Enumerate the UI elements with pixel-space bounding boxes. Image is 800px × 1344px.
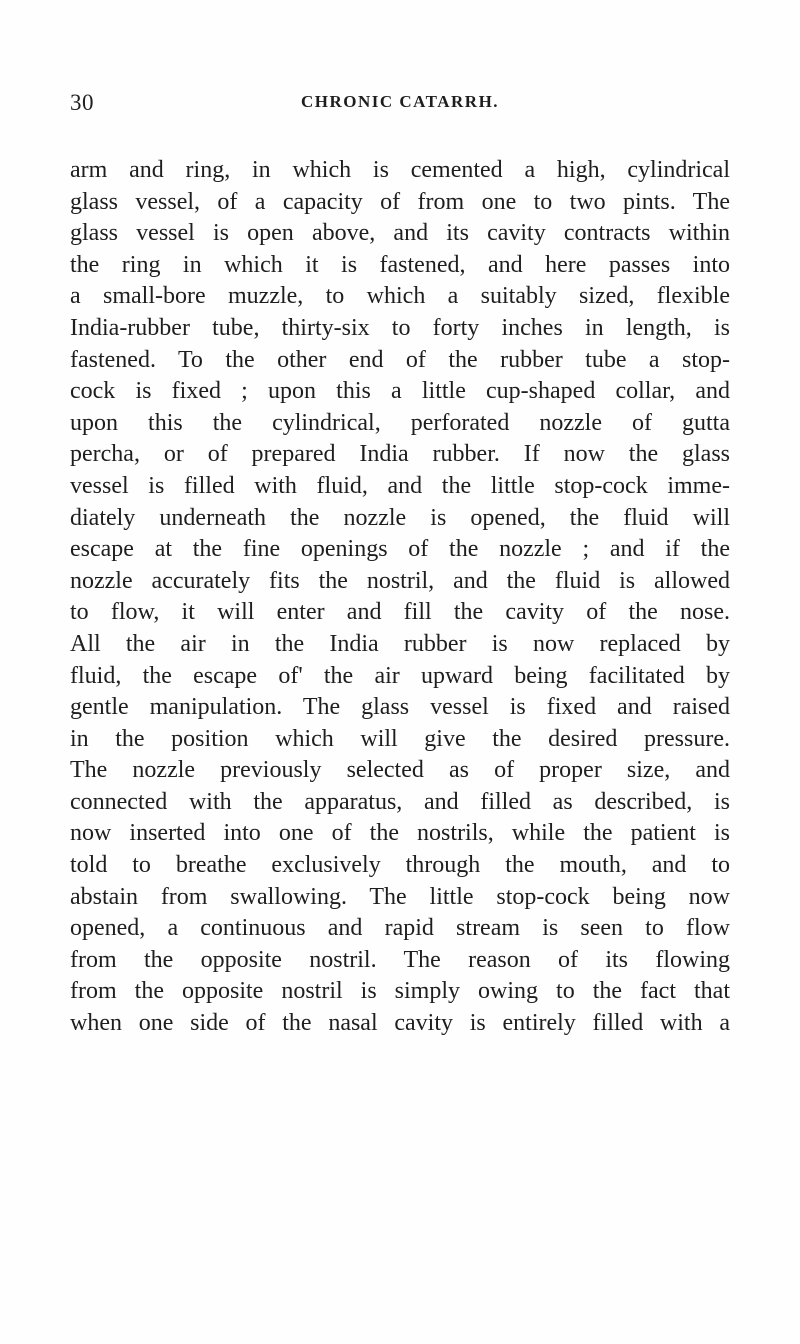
text-line: nozzle accurately fits the nostril, and the fluid is allowed: [70, 567, 730, 594]
text-line: glass vessel, of a capacity of from one to two pints. The: [70, 188, 730, 215]
text-line: The nozzle previously selected as of proper size, and: [70, 757, 730, 784]
text-line: fastened. To the other end of the rubber tube a stop-: [70, 346, 730, 373]
text-line: cock is fixed ; upon this a little cup-shaped collar, and: [70, 378, 730, 405]
text-line: India-rubber tube, thirty-six to forty inches in length, is: [70, 314, 730, 341]
text-line: glass vessel is open above, and its cavity contracts within: [70, 220, 730, 247]
text-line: a small-bore muzzle, to which a suitably sized, flexible: [70, 283, 730, 310]
body-text: [70, 155, 730, 1040]
text-line: now inserted into one of the nostrils, while the patient is: [70, 820, 730, 847]
text-line: to flow, it will enter and fill the cavity of the nose.: [70, 599, 730, 626]
text-line: arm and ring, in which is cemented a high, cylindrical: [70, 157, 730, 183]
text-line: when one side of the nasal cavity is entirely filled with a: [70, 1010, 730, 1037]
text-line: All the air in the India rubber is now replaced by: [70, 630, 730, 657]
text-line: the ring in which it is fastened, and here passes into: [70, 251, 730, 278]
text-line: escape at the fine openings of the nozzle ; and if the: [70, 536, 730, 563]
text-line: percha, or of prepared India rubber. If now the glass: [70, 441, 730, 468]
running-title: CHRONIC CATARRH.: [300, 92, 500, 111]
page-header: [70, 90, 730, 126]
text-line: vessel is filled with fluid, and the little stop-cock imme-: [70, 472, 730, 499]
text-line: diately underneath the nozzle is opened, the fluid will: [70, 504, 730, 531]
text-line: abstain from swallowing. The little stop-cock being now: [70, 883, 730, 910]
text-line: gentle manipulation. The glass vessel is fixed and raised: [70, 694, 730, 721]
text-line: upon this the cylindrical, perforated nozzle of gutta: [70, 409, 730, 436]
page-number: 30: [70, 90, 94, 115]
text-line: from the opposite nostril is simply owing to the fact that: [70, 978, 730, 1005]
text-line: from the opposite nostril. The reason of its flowing: [70, 946, 730, 973]
text-line: opened, a continuous and rapid stream is seen to flow: [70, 915, 730, 942]
text-line: told to breathe exclusively through the mouth, and to: [70, 852, 730, 879]
text-line: fluid, the escape of' the air upward being facilitated by: [70, 662, 730, 689]
text-line: connected with the apparatus, and filled as described, is: [70, 788, 730, 815]
text-line: in the position which will give the desired pressure.: [70, 725, 730, 752]
